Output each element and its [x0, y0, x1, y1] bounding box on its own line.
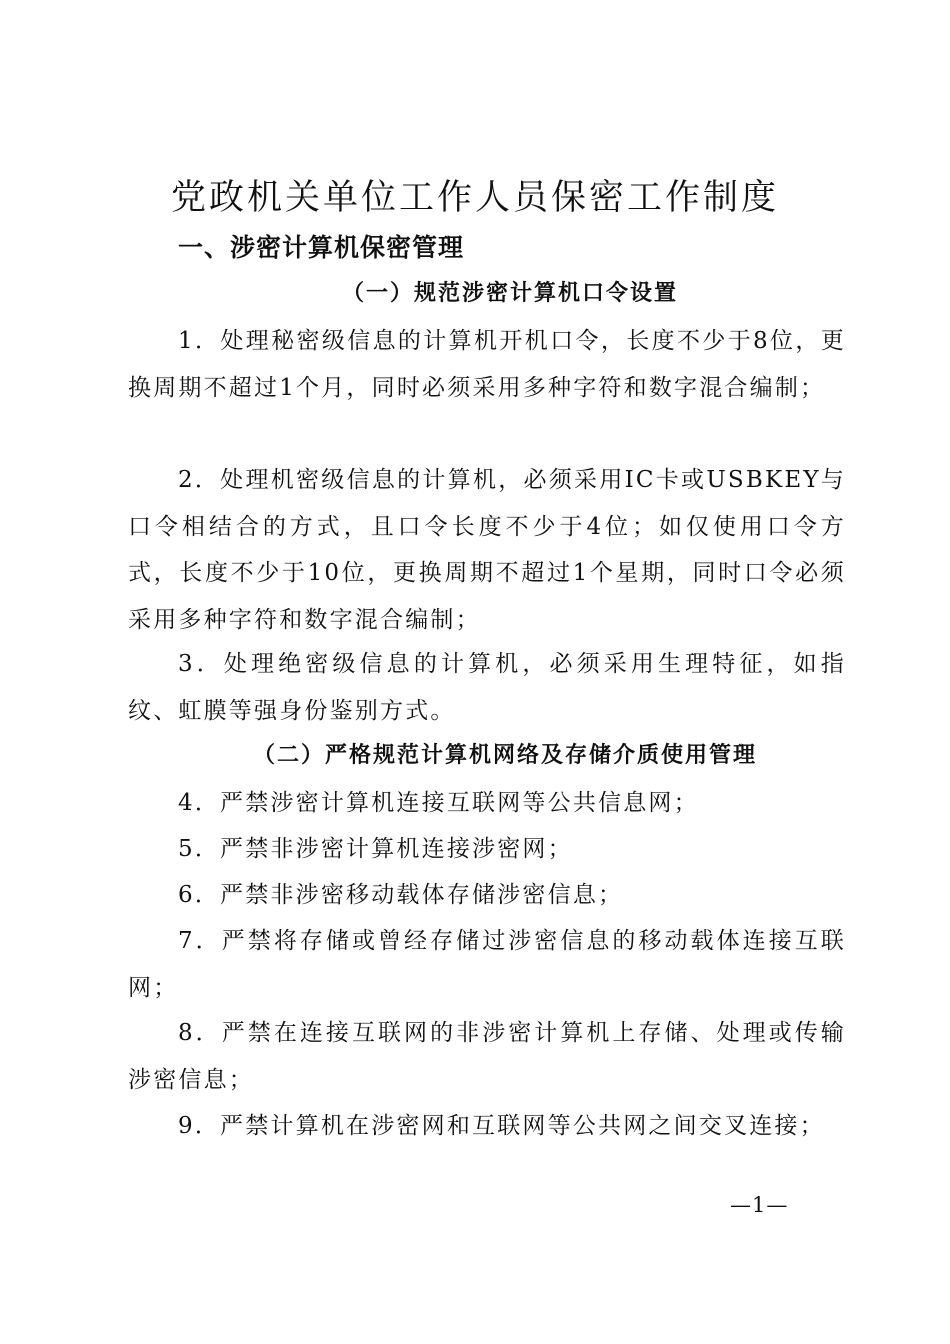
paragraph-item-9: 9．严禁计算机在涉密网和互联网等公共网之间交叉连接；: [178, 1113, 825, 1139]
subsection-heading-1: （一）规范涉密计算机口令设置: [341, 280, 678, 306]
paragraph-item-6: 6．严禁非涉密移动载体存储涉密信息；: [178, 882, 624, 908]
paragraph-item-3: 3．处理绝密级信息的计算机，必须采用生理特征，如指纹、虹膜等强身份鉴别方式。: [128, 651, 846, 724]
paragraph-item-2: 2．处理机密级信息的计算机，必须采用IC卡或USBKEY与口令相结合的方式，且口令长度不少于4位；如仅使用口令方式，长度不少于10位，更换周期不超过1个星期，同时口令必须采用多种字符和数字混合编制；: [128, 467, 846, 633]
paragraph-item-7: 7．严禁将存储或曾经存储过涉密信息的移动载体连接互联网；: [128, 928, 846, 1001]
section-heading: 一、涉密计算机保密管理: [178, 233, 465, 262]
subsection-heading-2: （二）严格规范计算机网络及存储介质使用管理: [252, 742, 757, 768]
paragraph-item-1: 1．处理秘密级信息的计算机开机口令，长度不少于8位，更换周期不超过1个月，同时必须采用多种字符和数字混合编制；: [128, 328, 846, 401]
page-number: —1—: [730, 1193, 789, 1217]
document-title: 党政机关单位工作人员保密工作制度: [170, 178, 779, 218]
paragraph-item-8: 8．严禁在连接互联网的非涉密计算机上存储、处理或传输涉密信息；: [128, 1020, 846, 1093]
paragraph-item-4: 4．严禁涉密计算机连接互联网等公共信息网；: [178, 790, 699, 816]
paragraph-item-5: 5．严禁非涉密计算机连接涉密网；: [178, 836, 573, 862]
